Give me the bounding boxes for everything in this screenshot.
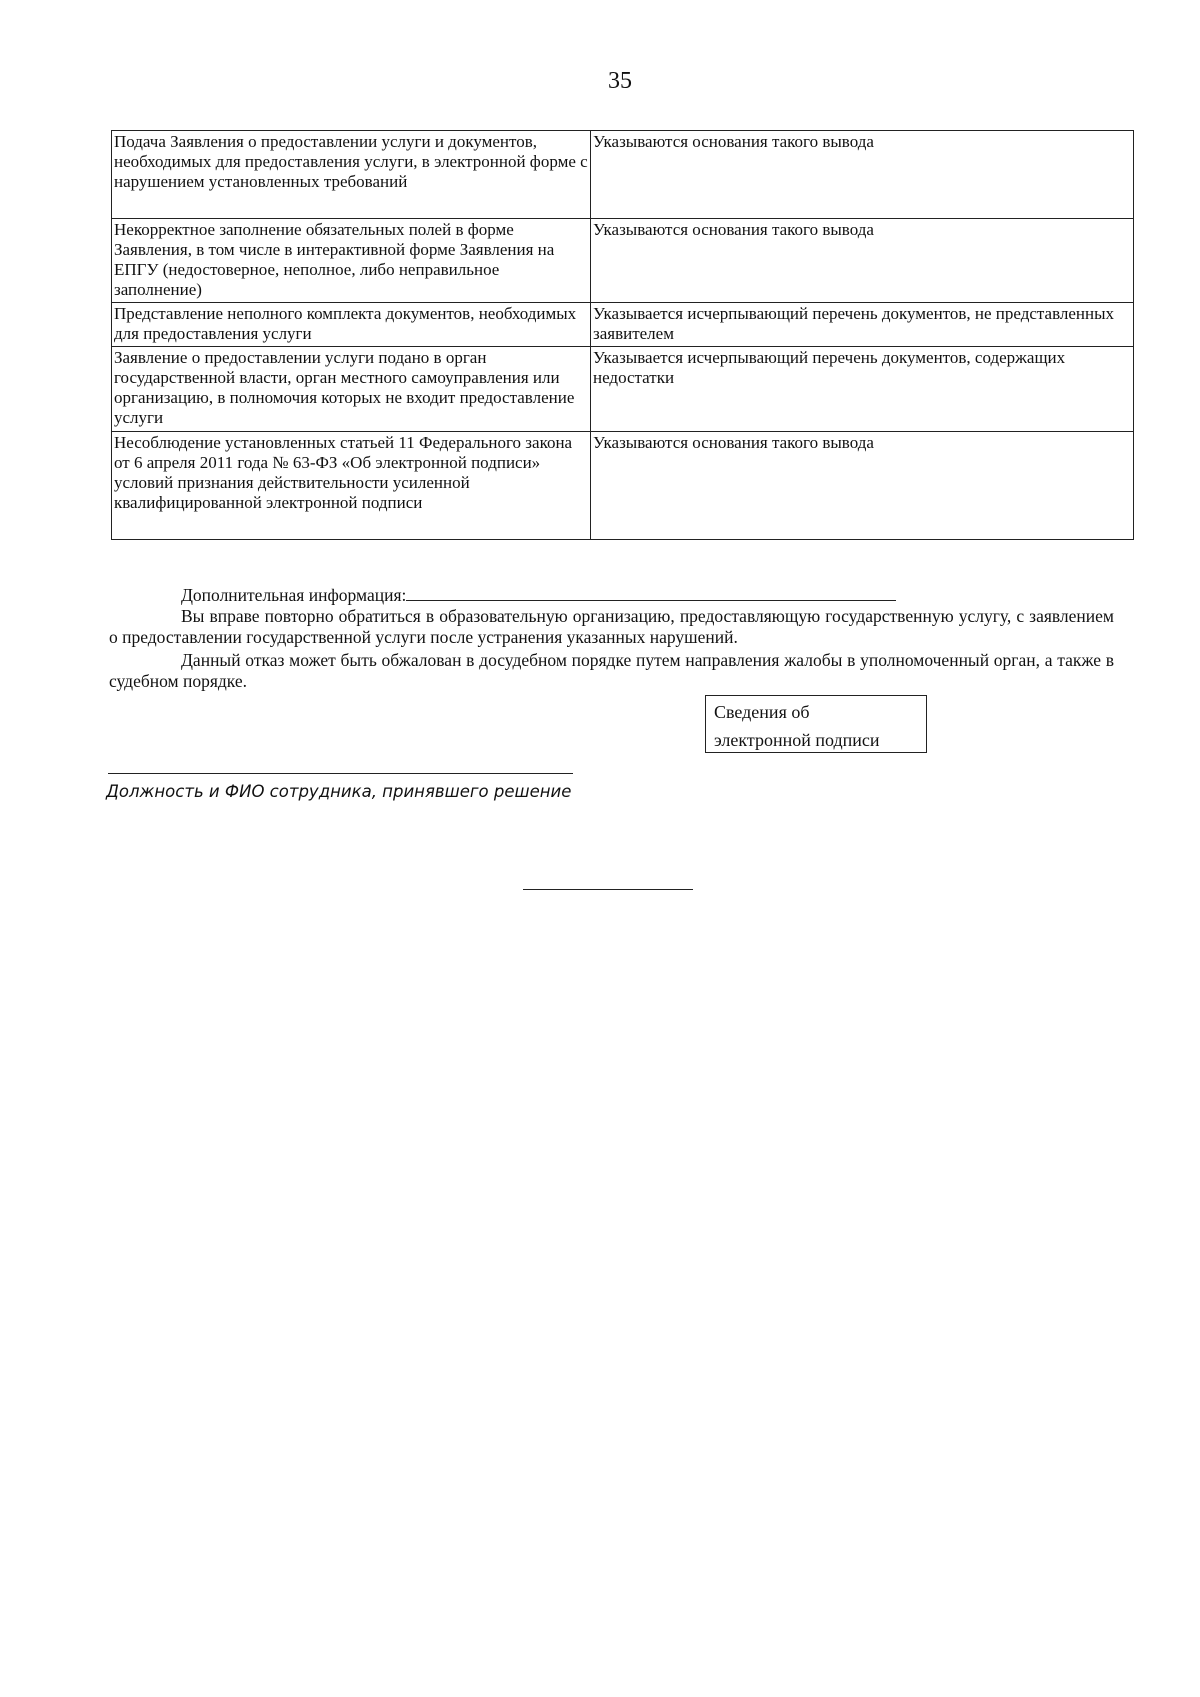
signature-line (108, 773, 573, 774)
reapply-paragraph: Вы вправе повторно обратиться в образовательную организацию, предоставляющую государственную услугу, с заявлением о предоставлении государственной услуги после устранения указанных нарушений. (109, 606, 1114, 647)
table-row (112, 131, 1134, 219)
signature-box-line1: Сведения об (714, 702, 810, 722)
table-row (112, 303, 1134, 347)
signature-box-line2: электронной подписи (714, 730, 880, 750)
explanation-cell: Указываются основания такого вывода (591, 432, 1134, 540)
explanation-cell: Указывается исчерпывающий перечень документов, не представленных заявителем (591, 303, 1134, 347)
reason-cell: Представление неполного комплекта документов, необходимых для предоставления услуги (112, 303, 591, 347)
additional-info-line (109, 584, 1114, 606)
additional-info-label: Дополнительная информация: (181, 585, 407, 605)
document-end-line (523, 889, 693, 890)
reason-cell: Заявление о предоставлении услуги подано в орган государственной власти, орган местного самоуправления или организацию, в полномочия которых не входит предоставление услуги (112, 347, 591, 432)
refusal-grounds-table (111, 130, 1134, 540)
explanation-cell: Указываются основания такого вывода (591, 219, 1134, 303)
electronic-signature-box (705, 695, 927, 753)
additional-info-blank (406, 584, 896, 601)
reason-cell: Некорректное заполнение обязательных полей в форме Заявления, в том числе в интерактивной форме Заявления на ЕПГУ (недостоверное, неполное, либо неправильное заполнение) (112, 219, 591, 303)
signature-caption: Должность и ФИО сотрудника, принявшего решение (106, 782, 572, 801)
table-row (112, 219, 1134, 303)
appeal-paragraph: Данный отказ может быть обжалован в досудебном порядке путем направления жалобы в уполномоченный орган, а также в судебном порядке. (109, 650, 1114, 691)
reason-cell: Несоблюдение установленных статьей 11 Федерального закона от 6 апреля 2011 года № 63-ФЗ «Об электронной подписи» условий признания действительности усиленной квалифицированной электронной подписи (112, 432, 591, 540)
reason-cell: Подача Заявления о предоставлении услуги и документов, необходимых для предоставления услуги, в электронной форме с нарушением установленных требований (112, 131, 591, 219)
table-row (112, 347, 1134, 432)
page-number: 35 (608, 68, 632, 94)
explanation-cell: Указывается исчерпывающий перечень документов, содержащих недостатки (591, 347, 1134, 432)
explanation-cell: Указываются основания такого вывода (591, 131, 1134, 219)
table-row (112, 432, 1134, 540)
